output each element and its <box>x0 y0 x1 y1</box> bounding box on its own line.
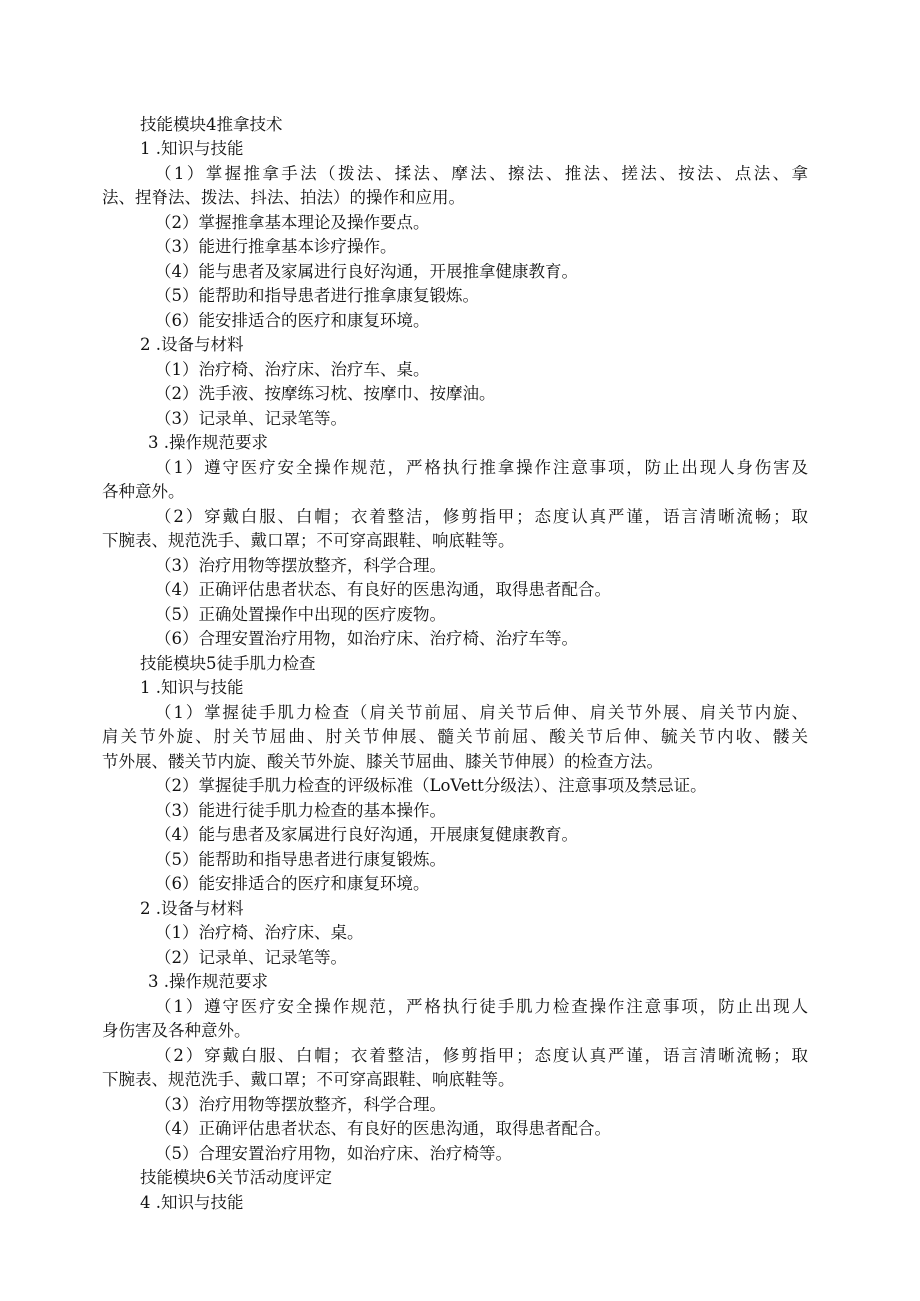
list-item: （1）掌握推拿手法（拨法、揉法、摩法、擦法、推法、搓法、按法、点法、拿 <box>155 164 808 183</box>
list-item-continuation: 下腕表、规范洗手、戴口罩；不可穿高跟鞋、响底鞋等。 <box>102 531 515 550</box>
list-item-continuation: 节外展、髅关节内旋、酸关节外旋、膝关节屈曲、膝关节伸展）的检查方法。 <box>102 752 663 771</box>
list-item: （2）穿戴白服、白帽；衣着整洁，修剪指甲；态度认真严谨，语言清晰流畅；取 <box>155 1046 808 1065</box>
list-item: （6）能安排适合的医疗和康复环境。 <box>155 311 430 330</box>
list-item-continuation: 法、捏脊法、拨法、抖法、拍法）的操作和应用。 <box>102 188 465 207</box>
list-item: （1）遵守医疗安全操作规范，严格执行推拿操作注意事项，防止出现人身伤害及 <box>155 458 808 477</box>
list-item: （1）治疗椅、治疗床、桌。 <box>155 923 364 942</box>
list-item: （3）记录单、记录笔等。 <box>155 409 347 428</box>
list-item: （2）掌握徒手肌力检查的评级标准（LoVett分级法）、注意事项及禁忌证。 <box>155 776 707 795</box>
list-item: （3）治疗用物等摆放整齐，科学合理。 <box>155 1095 446 1114</box>
list-item: （5）能帮助和指导患者进行推拿康复锻炼。 <box>155 286 479 305</box>
module-title: 技能模块6关节活动度评定 <box>140 1168 332 1187</box>
list-item: （5）合理安置治疗用物，如治疗床、治疗椅等。 <box>155 1144 512 1163</box>
list-item: （6）能安排适合的医疗和康复环境。 <box>155 874 430 893</box>
section-heading: 1 .知识与技能 <box>140 139 244 158</box>
list-item: （2）穿戴白服、白帽；衣着整洁，修剪指甲；态度认真严谨，语言清晰流畅；取 <box>155 507 808 526</box>
list-item: （5）正确处置操作中出现的医疗废物。 <box>155 605 446 624</box>
list-item-continuation: 肩关节外旋、肘关节屈曲、肘关节伸展、髓关节前屈、酸关节后伸、毓关节内收、髅关 <box>102 727 808 746</box>
list-item: （2）记录单、记录笔等。 <box>155 948 347 967</box>
list-item: （1）遵守医疗安全操作规范，严格执行徒手肌力检查操作注意事项，防止出现人 <box>155 997 808 1016</box>
section-heading: 4 .知识与技能 <box>140 1193 244 1212</box>
list-item: （4）能与患者及家属进行良好沟通，开展推拿健康教育。 <box>155 262 578 281</box>
module-title: 技能模块4推拿技术 <box>140 115 283 134</box>
list-item: （1）治疗椅、治疗床、治疗车、桌。 <box>155 360 430 379</box>
list-item: （2）掌握推拿基本理论及操作要点。 <box>155 213 430 232</box>
list-item: （1）掌握徒手肌力检查（肩关节前屈、肩关节后伸、肩关节外展、肩关节内旋、 <box>155 703 808 722</box>
list-item: （6）合理安置治疗用物，如治疗床、治疗椅、治疗车等。 <box>155 629 578 648</box>
list-item: （4）正确评估患者状态、有良好的医患沟通，取得患者配合。 <box>155 580 611 599</box>
list-item-continuation: 身伤害及各种意外。 <box>102 1021 251 1040</box>
list-item-continuation: 各种意外。 <box>102 482 185 501</box>
module-title: 技能模块5徒手肌力检查 <box>140 654 316 673</box>
list-item: （3）能进行推拿基本诊疗操作。 <box>155 237 397 256</box>
section-heading: 3 .操作规范要求 <box>148 972 268 991</box>
list-item: （5）能帮助和指导患者进行康复锻炼。 <box>155 850 446 869</box>
list-item: （2）洗手液、按摩练习枕、按摩巾、按摩油。 <box>155 384 496 403</box>
list-item-continuation: 下腕表、规范洗手、戴口罩；不可穿高跟鞋、响底鞋等。 <box>102 1070 515 1089</box>
list-item: （4）正确评估患者状态、有良好的医患沟通，取得患者配合。 <box>155 1119 611 1138</box>
section-heading: 3 .操作规范要求 <box>148 433 268 452</box>
list-item: （4）能与患者及家属进行良好沟通，开展康复健康教育。 <box>155 825 578 844</box>
list-item: （3）治疗用物等摆放整齐，科学合理。 <box>155 556 446 575</box>
section-heading: 1 .知识与技能 <box>140 678 244 697</box>
list-item: （3）能进行徒手肌力检查的基本操作。 <box>155 801 446 820</box>
section-heading: 2 .设备与材料 <box>140 899 244 918</box>
section-heading: 2 .设备与材料 <box>140 335 244 354</box>
